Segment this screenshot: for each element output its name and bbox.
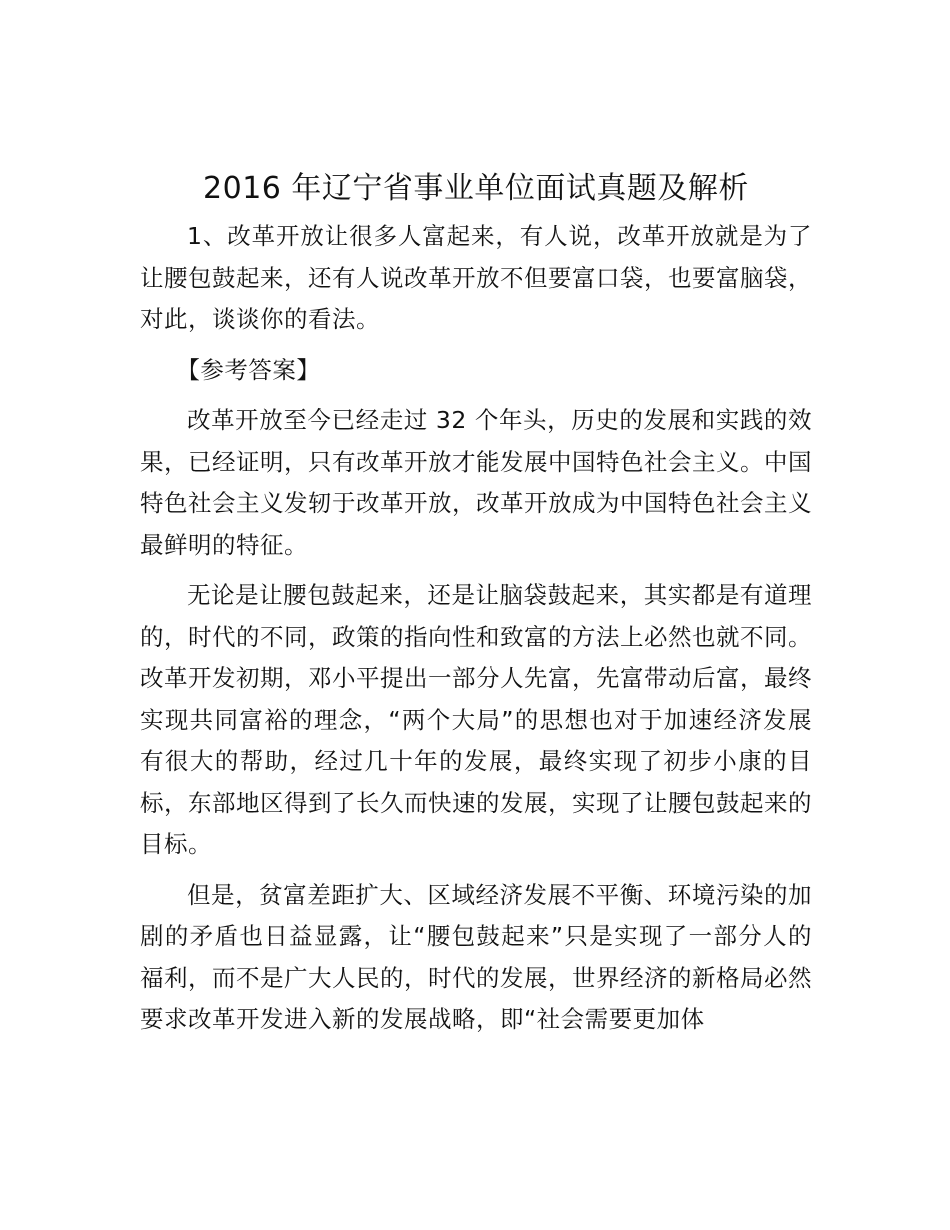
answer-paragraph-1: 改革开放至今已经走过 32 个年头，历史的发展和实践的效果，已经证明，只有改革开放才能发展中国特色社会主义。中国特色社会主义发轫于改革开放，改革开放成为中国特色社会主义最鲜明的特征。 [140,406,812,559]
document-body [140,162,812,1041]
question-paragraph: 1、改革开放让很多人富起来，有人说，改革开放就是为了让腰包鼓起来，还有人说改革开放不但要富口袋，也要富脑袋，对此，谈谈你的看法。 [140,222,812,333]
document-title: 2016 年辽宁省事业单位面试真题及解析 [203,171,749,206]
answer-paragraph-2: 无论是让腰包鼓起来，还是让脑袋鼓起来，其实都是有道理的，时代的不同，政策的指向性和致富的方法上必然也就不同。改革开发初期，邓小平提出一部分人先富，先富带动后富，最终实现共同富裕的理念，“两个大局”的思想也对于加速经济发展有很大的帮助，经过几十年的发展，最终实现了初步小康的目标，东部地区得到了长久而快速的发展，实现了让腰包鼓起来的目标。 [140,581,812,858]
answer-paragraph-3: 但是，贫富差距扩大、区域经济发展不平衡、环境污染的加剧的矛盾也日益显露，让“腰包鼓起来”只是实现了一部分人的福利，而不是广大人民的，时代的发展，世界经济的新格局必然要求改革开发进入新的发展战略，即“社会需要更加体 [140,880,812,1033]
answer-heading: 【参考答案】 [176,355,321,384]
